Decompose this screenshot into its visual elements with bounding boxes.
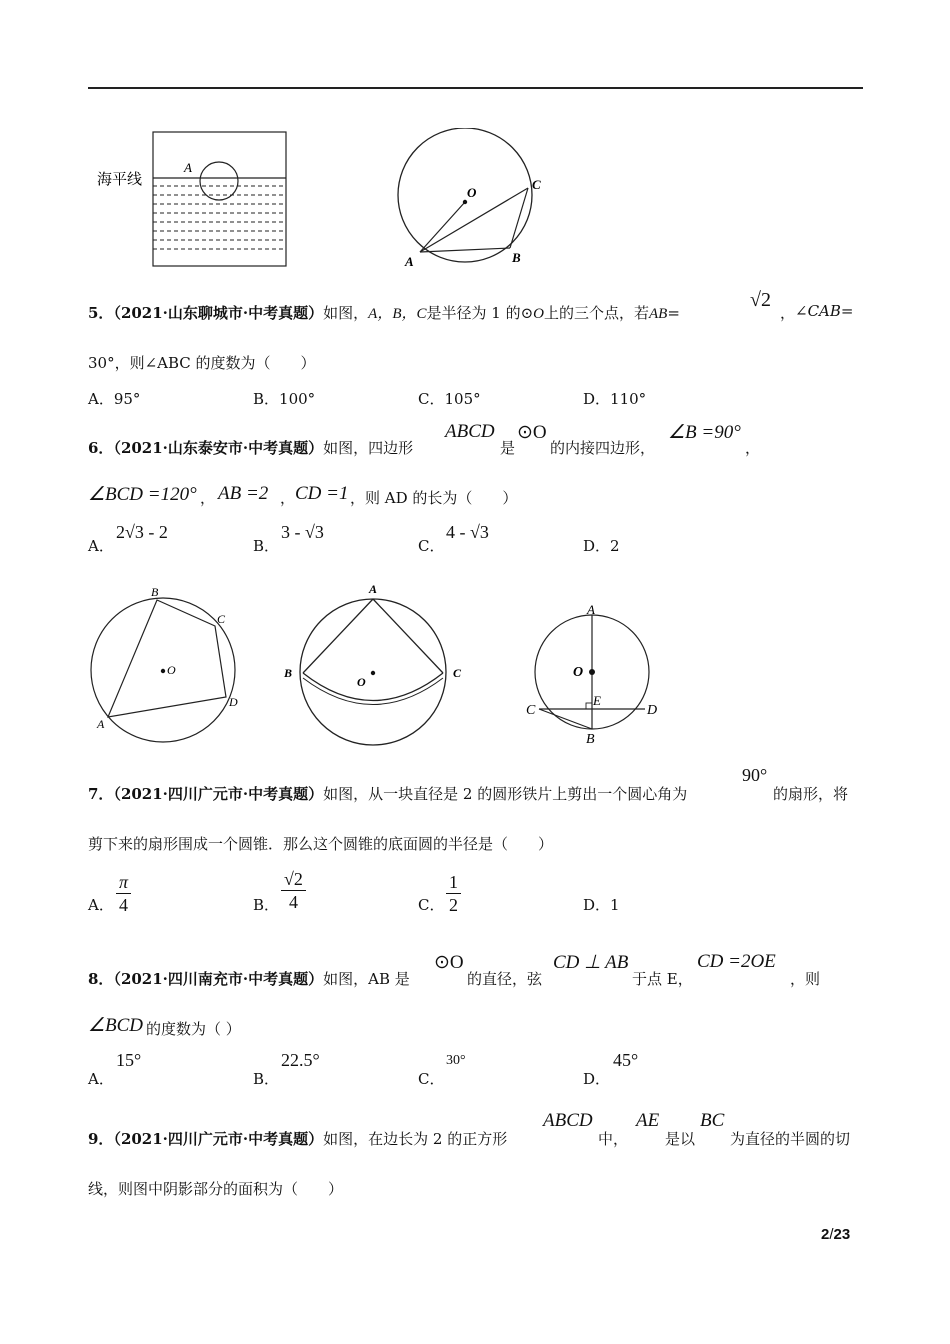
q7-option-c-label: C．	[418, 896, 445, 914]
q5-option-a: A．95°	[88, 390, 141, 408]
sector-label-a: A	[369, 582, 378, 596]
q7-option-a-label: A．	[88, 896, 114, 914]
q8-text3: 于点 E，	[632, 970, 693, 988]
q5-line2: 30°，则∠ABC 的度数为（ ）	[88, 354, 316, 372]
q5-source: （2021·山东聊城市·中考真题）	[113, 304, 324, 322]
q9-number: 9．	[88, 1130, 114, 1148]
q9-source: （2021·四川广元市·中考真题）	[113, 1130, 324, 1148]
q9-line1	[88, 1128, 507, 1149]
q6-option-d	[583, 535, 620, 556]
q6-source: （2021·山东泰安市·中考真题）	[113, 439, 324, 457]
q8-text1: 如图，AB 是	[323, 970, 410, 988]
q6-option-d-label: D．	[583, 537, 611, 555]
sea-point-a: A	[184, 160, 192, 175]
q5-option-d: D．110°	[583, 390, 647, 408]
quadrilateral-figure	[85, 580, 245, 750]
q5-option-b: B．100°	[253, 390, 316, 408]
label-o: O	[467, 185, 477, 200]
q8-perp: CD ⊥ AB	[553, 952, 629, 973]
q6-comma: ，	[745, 439, 761, 457]
chord-label-o: O	[573, 665, 584, 680]
q9-text4: 为直径的半圆的切	[730, 1130, 851, 1148]
q7-text2: 的扇形，将	[773, 785, 849, 803]
chord-figure	[525, 598, 665, 748]
q8-odot: ⊙O	[434, 952, 464, 973]
q6-shi: 是	[500, 439, 516, 457]
q8-option-c-value: 30°	[446, 1053, 466, 1068]
sector-label-o: O	[357, 675, 366, 689]
q7-option-c-num: 1	[446, 871, 461, 894]
q9-line2: 线，则图中阴影部分的面积为（ ）	[88, 1180, 344, 1198]
quad-label-a: A	[97, 717, 105, 731]
q6-sep2: ，	[280, 489, 296, 507]
q7-option-b-den: 4	[288, 892, 298, 912]
quad-label-c: C	[217, 612, 226, 626]
sea-level-label: 海平线	[97, 170, 143, 188]
q5-text4: 上的三个点，若	[544, 304, 650, 322]
sea-level-figure	[95, 128, 295, 273]
q6-option-d-value: 2	[610, 537, 620, 555]
q6-text3: ，则 AD 的长为（ ）	[350, 489, 518, 507]
chord-label-e: E	[593, 693, 601, 708]
quad-label-b: B	[151, 585, 159, 599]
q8-text2: 的直径，弦	[467, 970, 543, 988]
circle-abc-figure	[385, 128, 560, 273]
q9-text3: 是以	[665, 1130, 696, 1148]
chord-label-d: D	[647, 703, 658, 718]
q8-option-b-label: B．	[253, 1070, 280, 1088]
q6-angle-b: ∠B =90°	[668, 422, 741, 443]
q7-option-d-value: 1	[610, 896, 620, 914]
label-c: C	[532, 177, 541, 192]
q8-option-a-value: 15°	[116, 1050, 142, 1070]
q5-angle-cab: ∠CAB=	[795, 302, 854, 320]
q5-points: A，B，C	[368, 306, 427, 322]
q6-text1: 如图，四边形	[323, 439, 414, 457]
q6-cd: CD =1	[295, 483, 349, 504]
q9-bc: BC	[700, 1110, 725, 1131]
q8-text4: ，则	[790, 970, 821, 988]
q6-number: 6．	[88, 439, 114, 457]
q7-option-a-frac	[116, 871, 131, 916]
q5-ab: AB	[649, 306, 668, 322]
q7-option-b-label: B．	[253, 896, 280, 914]
q9-text1: 如图，在边长为 2 的正方形	[323, 1130, 508, 1148]
page-current: 2	[821, 1226, 830, 1243]
q7-option-b-num: √2	[281, 868, 306, 891]
page-number	[821, 1226, 850, 1243]
q7-option-b-frac	[281, 868, 306, 913]
q6-angle-bcd: ∠BCD =120°	[88, 484, 197, 505]
q8-option-a-label: A．	[88, 1070, 114, 1088]
chord-label-b: B	[586, 732, 595, 747]
q6-text2: 的内接四边形，	[550, 439, 656, 457]
q7-line2: 剪下来的扇形围成一个圆锥．那么这个圆锥的底面圆的半径是（ ）	[88, 835, 554, 853]
q6-option-b-label: B．	[253, 537, 280, 555]
q6-odot: ⊙O	[517, 422, 547, 443]
q9-text2: 中，	[598, 1130, 629, 1148]
q8-option-b-value: 22.5°	[281, 1050, 320, 1070]
q6-sep1: ，	[200, 489, 216, 507]
q8-source: （2021·四川南充市·中考真题）	[113, 970, 324, 988]
q8-option-d-label: D．	[583, 1070, 611, 1088]
q6-option-c-value: 4 - √3	[446, 522, 489, 542]
q7-option-c-den: 2	[449, 895, 458, 915]
label-a: A	[405, 254, 414, 269]
sector-label-c: C	[453, 666, 462, 680]
q5-text3: 是半径为 1 的⊙	[426, 304, 534, 322]
q6-ab: AB =2	[218, 483, 269, 504]
q7-option-c-frac	[446, 871, 461, 916]
q9-abcd: ABCD	[543, 1110, 593, 1131]
q5-option-c: C．105°	[418, 390, 481, 408]
q5-o: O	[533, 306, 544, 322]
quad-label-d: D	[229, 695, 238, 709]
q6-option-c-label: C．	[418, 537, 445, 555]
q6-option-a-label: A．	[88, 537, 114, 555]
q5-number: 5．	[88, 304, 114, 322]
q8-text5: 的度数为（ ）	[146, 1020, 241, 1038]
q8-angle-bcd: ∠BCD	[88, 1015, 144, 1036]
q6-abcd: ABCD	[445, 421, 495, 442]
q7-source: （2021·四川广元市·中考真题）	[113, 785, 324, 803]
q5-sqrt2: √2	[750, 289, 771, 311]
header-rule	[88, 87, 863, 89]
q7-line1	[88, 783, 687, 804]
q7-option-d-label: D．	[583, 896, 611, 914]
q5-comma: ，	[780, 304, 796, 322]
q8-line1	[88, 968, 410, 989]
q7-angle: 90°	[742, 765, 768, 785]
q5-eq: =	[667, 304, 680, 322]
q7-option-d	[583, 894, 620, 915]
chord-label-c: C	[526, 703, 536, 718]
q7-text1: 如图，从一块直径是 2 的圆形铁片上剪出一个圆心角为	[323, 785, 688, 803]
q6-option-b-value: 3 - √3	[281, 522, 324, 542]
page-total: 23	[833, 1226, 851, 1243]
page-separator: /	[829, 1226, 834, 1243]
q5-text1: 如图，	[323, 304, 369, 322]
q9-ae: AE	[636, 1110, 660, 1131]
q8-option-c-label: C．	[418, 1070, 445, 1088]
sector-label-b: B	[284, 666, 293, 680]
q8-option-d-value: 45°	[613, 1050, 639, 1070]
q6-option-a-value: 2√3 - 2	[116, 522, 168, 542]
sector-figure	[280, 580, 470, 750]
q8-number: 8．	[88, 970, 114, 988]
chord-label-a: A	[587, 602, 595, 617]
label-b: B	[512, 250, 521, 265]
quad-label-o: O	[167, 663, 176, 677]
q7-number: 7．	[88, 785, 114, 803]
q6-line1	[88, 437, 413, 458]
q8-cd2oe: CD =2OE	[697, 951, 776, 972]
q7-option-a-num: π	[116, 871, 131, 894]
q5-line1	[88, 302, 680, 323]
q7-option-a-den: 4	[119, 895, 129, 915]
